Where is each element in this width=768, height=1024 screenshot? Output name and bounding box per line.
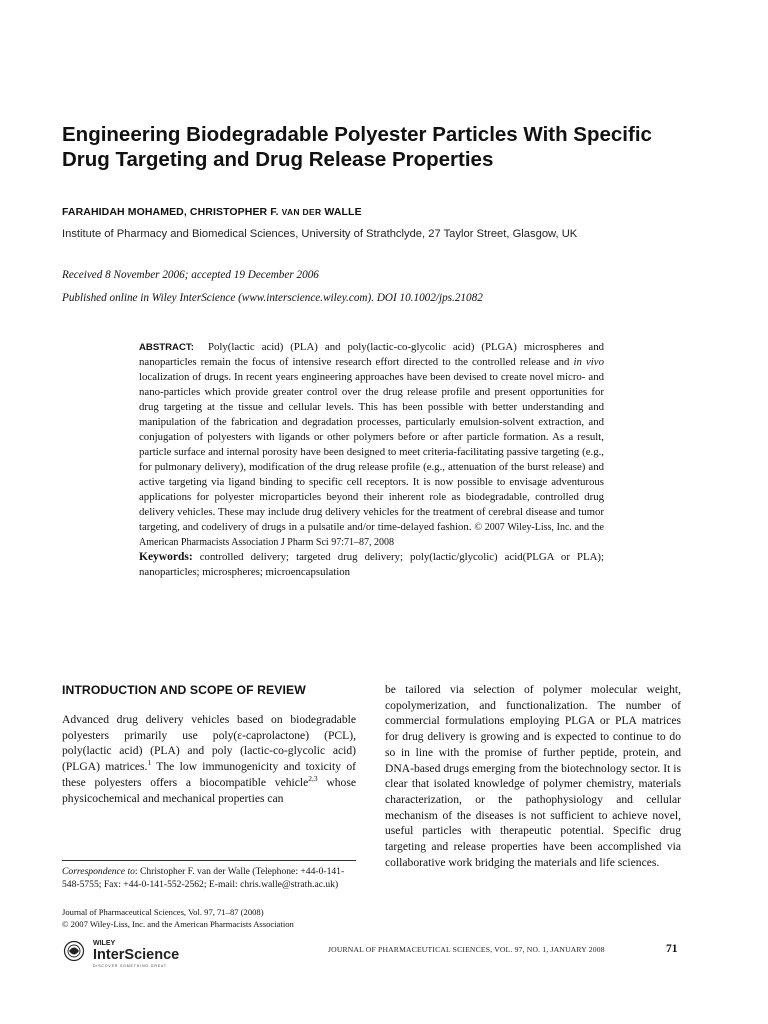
received-dates: Received 8 November 2006; accepted 19 December 2006 [62,269,319,281]
body-text: whose physicochemical and mechanical properties can [62,775,356,805]
footnote-divider [62,860,356,861]
abstract-text-cont: localization of drugs. In recent years engineering approaches have been devised to create novel micro- and nano-particles which provide greater control over the drug release profile and present opportunities for drug targeting at the tissue and cellular levels. This has been possible with better understanding and manipulation of the fabrication and degradation processes, particularly emulsion-solvent extraction, and conjugation of polyesters with ligands or other polymers before or after particle formation. As a result, particle surface and internal porosity have been designed to meet criteria-facilitating passive targeting (e.g., for pulmonary delivery), modification of the drug release profile (e.g., attenuation of the burst release) and active targeting via ligand binding to specific cell receptors. It is now possible to envisage adventurous applications for polyester microparticles beyond their inherent role as biodegradable, controlled drug delivery vehicles. These may include drug delivery vehicles for the treatment of cerebral disease and tumor targeting, and codelivery of drugs in a pulsatile and/or time-delayed fashion. [139,371,604,533]
author-surname: WALLE [324,206,362,218]
body-text: The low immunogenicity and toxicity of these polyesters offers a biocompatible vehicle [62,760,356,789]
affiliation: Institute of Pharmacy and Biomedical Sciences, University of Strathclyde, 27 Taylor Street, Glasgow, UK [62,228,578,240]
journal-citation: Journal of Pharmaceutical Sciences, Vol. 97, 71–87 (2008) [62,907,264,917]
running-footer: JOURNAL OF PHARMACEUTICAL SCIENCES, VOL. 97, NO. 1, JANUARY 2008 [328,945,605,954]
abstract-italic: in vivo [573,356,604,368]
keywords: controlled delivery; targeted drug delivery; poly(lactic/glycolic) acid(PLGA or PLA); nanoparticles; microspheres; microencapsulation [139,551,605,578]
section-heading: INTRODUCTION AND SCOPE OF REVIEW [62,683,306,697]
citation-ref[interactable]: 1 [147,758,152,768]
article-title: Engineering Biodegradable Polyester Particles With Specific Drug Targeting and Drug Release Properties [62,123,652,171]
abstract-label: ABSTRACT: [139,342,194,353]
abstract-copyright: © 2007 Wiley-Liss, Inc. and the American Pharmacists Association J Pharm Sci 97:71–87, 2008 [139,522,604,548]
body-text: Advanced drug delivery vehicles based on biodegradable polyesters primarily use poly(ε-caprolactone) (PCL), poly(lactic acid) (PLA) and poly (lactic-co-glycolic acid) (PLGA) matrices. [62,713,356,774]
logo-main-text: InterScience [93,947,180,963]
footnote-label: Correspondence to [62,866,135,877]
page-number: 71 [666,943,678,955]
keywords-label: Keywords: [139,551,193,563]
logo-graphic [63,935,203,971]
copyright-notice: © 2007 Wiley-Liss, Inc. and the American Pharmacists Association [62,919,294,929]
wiley-interscience-logo [63,935,203,971]
logo-wiley-text: WILEY [93,940,116,947]
citation-ref[interactable]: 2,3 [308,773,318,783]
body-column-right: be tailored via selection of polymer molecular weight, copolymerization, and functionalization. The number of commercial formulations employing PLGA or PLA matrices for drug delivery is growing and is expected to continue to do so in line with the promise of further peptide, protein, and DNA-based drugs emerging from the biotechnology sector. It is clear that isolated knowledge of polymer chemistry, materials characterization, or the pathophysiology and cellular mechanism of the diseases is not sufficient to achieve novel, useful particles with therapeutic potential. Specific drug targeting and release properties have been accomplished via collaborative work bridging the materials and life sciences. [385,683,681,869]
abstract-text: Poly(lactic acid) (PLA) and poly(lactic-co-glycolic acid) (PLGA) microspheres and nanoparticles remain the focus of intensive research effort directed to the controlled release and [139,341,604,368]
correspondence-footnote [62,866,358,891]
abstract [139,340,604,580]
author-names: FARAHIDAH MOHAMED, CHRISTOPHER F. [62,206,279,218]
author-list [62,206,362,218]
footnote-text: : Christopher F. van der Walle (Telephone: +44-0-141-548-5755; Fax: +44-0-141-552-2562; E-mail: chris.walle@strath.ac.uk) [62,866,345,890]
logo-tagline: DISCOVER SOMETHING GREAT [93,964,167,968]
publication-info: Published online in Wiley InterScience (www.interscience.wiley.com). DOI 10.1002/jps.21082 [62,292,483,304]
body-column-left [62,712,356,806]
author-particle: VAN DER [281,207,322,217]
